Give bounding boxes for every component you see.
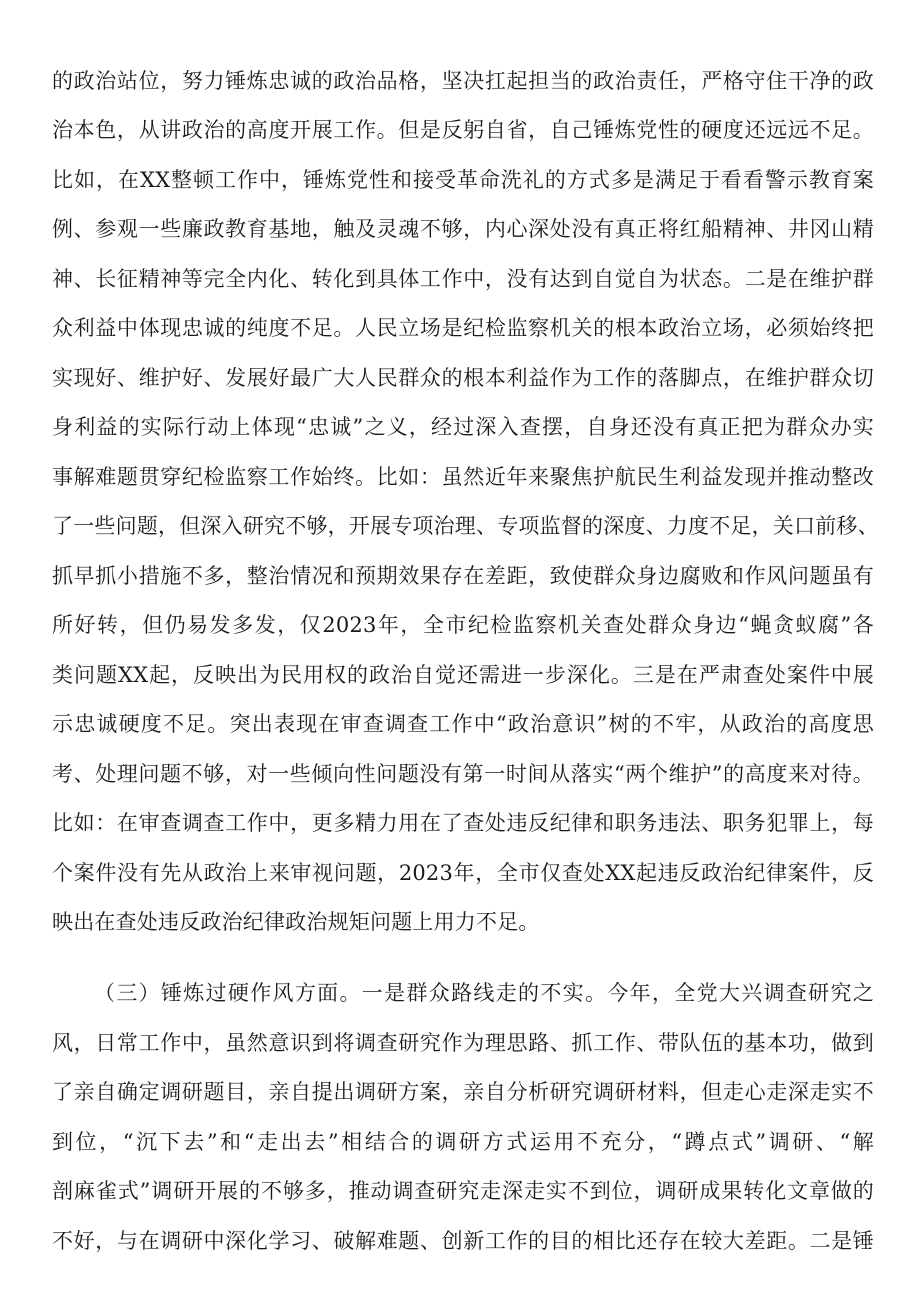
text-line: 众利益中体现忠诚的纯度不足。人民立场是纪检监察机关的根本政治立场，必须始终把 (52, 316, 874, 340)
text-line: 神、长征精神等完全内化、转化到具体工作中，没有达到自觉自为状态。二是在维护群 (52, 267, 874, 291)
text-line: 抓早抓小措施不多，整治情况和预期效果存在差距，致使群众身边腐败和作风问题虽有 (52, 564, 874, 588)
text-line: 风，日常工作中，虽然意识到将调查研究作为理思路、抓工作、带队伍的基本功，做到 (52, 1031, 874, 1055)
text-line: 示忠诚硬度不足。突出表现在审查调查工作中“政治意识”树的不牢，从政治的高度思 (52, 712, 874, 736)
text-line: 的政治站位，努力锤炼忠诚的政治品格，坚决扛起担当的政治责任，严格守住干净的政 (52, 69, 874, 93)
text-line: 例、参观一些廉政教育基地，触及灵魂不够，内心深处没有真正将红船精神、井冈山精 (52, 217, 874, 241)
text-line: 了一些问题，但深入研究不够，开展专项治理、专项监督的深度、力度不足，关口前移、 (52, 514, 879, 538)
text-line: 身利益的实际行动上体现“忠诚”之义，经过深入查摆，自身还没有真正把为群众办实 (52, 415, 874, 439)
text-line: 治本色，从讲政治的高度开展工作。但是反躬自省，自己锤炼党性的硬度还远远不足。 (52, 118, 874, 142)
paragraph-first-line: （三）锤炼过硬作风方面。一是群众路线走的不实。今年，全党大兴调查研究之 (94, 981, 874, 1005)
text-line: 考、处理问题不够，对一些倾向性问题没有第一时间从落实“两个维护”的高度来对待。 (52, 762, 874, 786)
text-line: 类问题XX起，反映出为民用权的政治自觉还需进一步深化。三是在严肃查处案件中展 (52, 663, 874, 687)
text-line: 比如，在XX整顿工作中，锤炼党性和接受革命洗礼的方式多是满足于看看警示教育案 (52, 168, 874, 192)
text-line: 到位，“沉下去”和“走出去”相结合的调研方式运用不充分，“蹲点式”调研、“解 (52, 1130, 874, 1154)
text-line: 事解难题贯穿纪检监察工作始终。比如：虽然近年来聚焦护航民生利益发现并推动整改 (52, 465, 874, 489)
text-line: 剖麻雀式”调研开展的不够多，推动调查研究走深走实不到位，调研成果转化文章做的 (52, 1179, 874, 1203)
text-line: 了亲自确定调研题目，亲自提出调研方案，亲自分析研究调研材料，但走心走深走实不 (52, 1080, 874, 1104)
text-line: 比如：在审查调查工作中，更多精力用在了查处违反纪律和职务违法、职务犯罪上，每 (52, 811, 874, 835)
text-line: 所好转，但仍易发多发，仅2023年，全市纪检监察机关查处群众身边“蝇贪蚁腐”各 (52, 613, 874, 637)
text-line: 实现好、维护好、发展好最广大人民群众的根本利益作为工作的落脚点，在维护群众切 (52, 366, 874, 390)
text-line: 个案件没有先从政治上来审视问题，2023年，全市仅查处XX起违反政治纪律案件，反 (52, 861, 874, 885)
text-line: 映出在查处违反政治纪律政治规矩问题上用力不足。 (52, 910, 540, 934)
text-line: 不好，与在调研中深化学习、破解难题、创新工作的目的相比还存在较大差距。二是锤 (52, 1229, 874, 1253)
